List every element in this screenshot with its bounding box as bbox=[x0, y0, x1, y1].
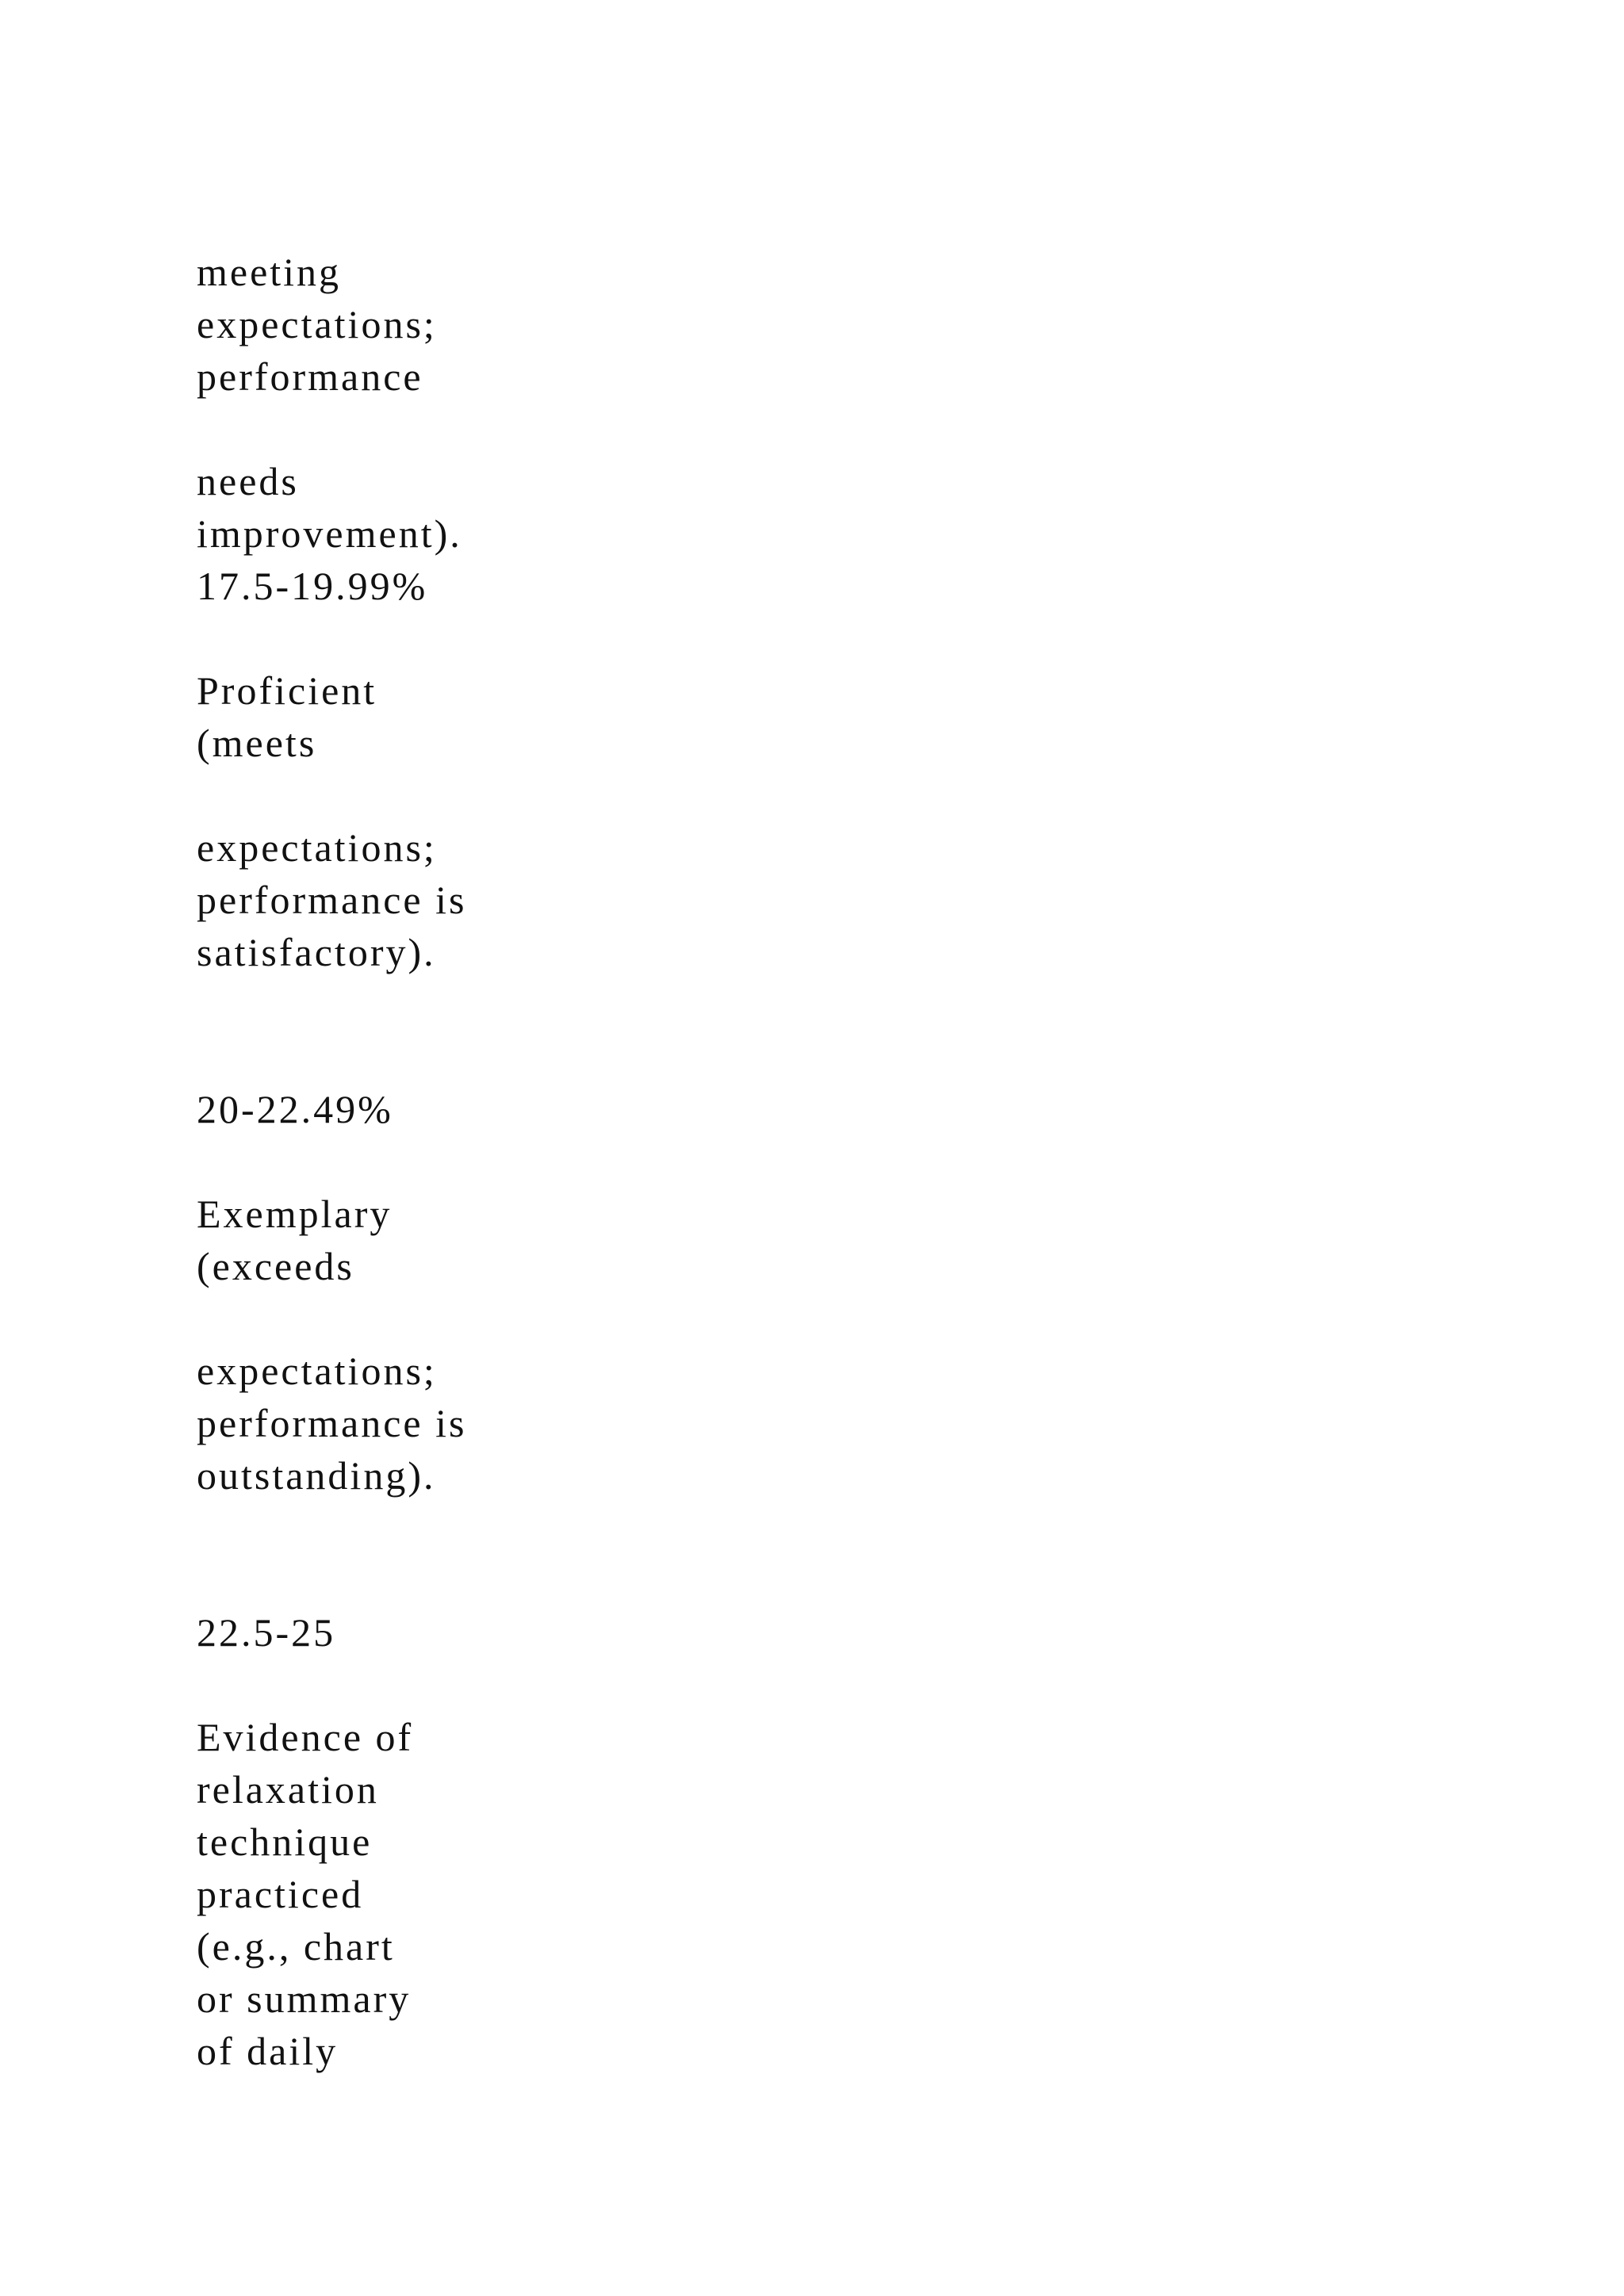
text-line: outstanding). bbox=[197, 1453, 436, 1498]
text-block-meeting-expectations bbox=[197, 246, 831, 403]
text-line: Evidence of bbox=[197, 1715, 414, 1759]
text-block-proficient bbox=[197, 664, 831, 769]
text-line: (e.g., chart bbox=[197, 1924, 395, 1969]
text-line: needs bbox=[197, 459, 299, 503]
rating-label: Exemplary bbox=[197, 1192, 393, 1236]
paragraph-gap bbox=[197, 769, 831, 821]
text-line: meeting bbox=[197, 250, 342, 294]
text-line: or summary bbox=[197, 1976, 412, 2021]
text-line: of daily bbox=[197, 2029, 339, 2073]
text-block-evidence-criterion bbox=[197, 1711, 831, 2077]
rating-label: Proficient bbox=[197, 668, 377, 713]
text-line: relaxation bbox=[197, 1767, 379, 1812]
text-block-outstanding bbox=[197, 1345, 831, 1502]
text-line: performance is bbox=[197, 1401, 467, 1445]
paragraph-gap bbox=[197, 978, 831, 1083]
text-line: practiced bbox=[197, 1872, 364, 1916]
text-line: (meets bbox=[197, 721, 317, 765]
score-range: 17.5-19.99% bbox=[197, 564, 428, 608]
text-line: expectations; bbox=[197, 302, 437, 346]
score-range: 22.5-25 bbox=[197, 1610, 336, 1655]
rubric-text-column bbox=[197, 246, 831, 2077]
text-line: performance is bbox=[197, 878, 467, 922]
text-block-satisfactory bbox=[197, 821, 831, 978]
text-line: performance bbox=[197, 354, 423, 399]
text-line: expectations; bbox=[197, 825, 437, 870]
text-line: improvement). bbox=[197, 511, 462, 556]
score-range: 20-22.49% bbox=[197, 1087, 393, 1131]
paragraph-gap bbox=[197, 403, 831, 455]
text-line: (exceeds bbox=[197, 1244, 354, 1288]
paragraph-gap bbox=[197, 1292, 831, 1345]
text-line: expectations; bbox=[197, 1349, 437, 1393]
text-line: satisfactory). bbox=[197, 930, 436, 974]
text-line: technique bbox=[197, 1820, 373, 1864]
text-block-score-proficient bbox=[197, 1083, 831, 1135]
paragraph-gap bbox=[197, 1659, 831, 1711]
paragraph-gap bbox=[197, 1135, 831, 1188]
text-block-score-exemplary bbox=[197, 1606, 831, 1659]
text-block-exemplary bbox=[197, 1188, 831, 1292]
text-block-needs-improvement bbox=[197, 455, 831, 612]
paragraph-gap bbox=[197, 1502, 831, 1606]
paragraph-gap bbox=[197, 612, 831, 664]
